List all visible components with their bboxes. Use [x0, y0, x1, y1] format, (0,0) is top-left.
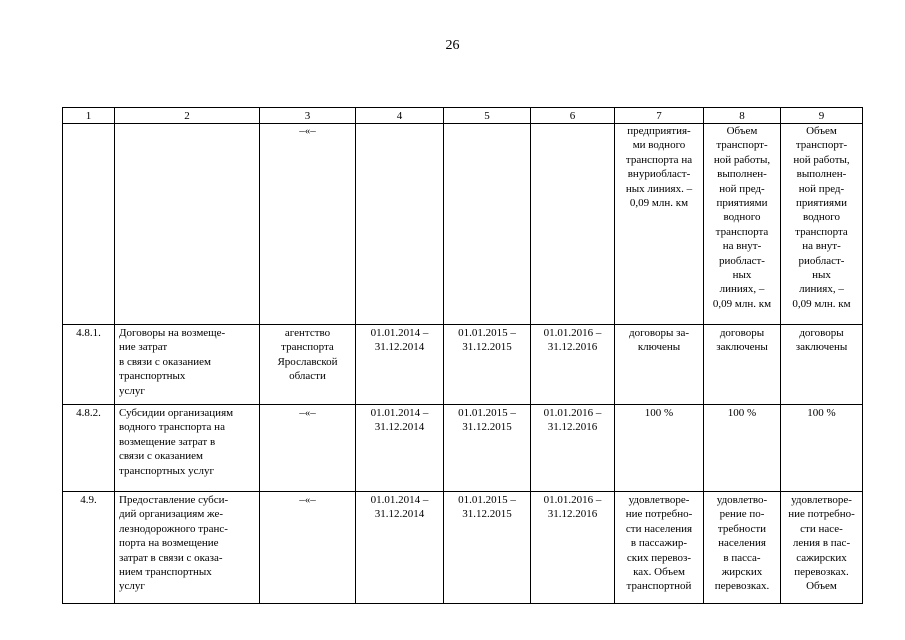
page-number: 26 [445, 38, 460, 53]
column-header-3: 3 [260, 108, 356, 124]
row-number-cell: 4.9. [63, 492, 115, 604]
table-row-4-8-1 [63, 325, 863, 405]
result-2014-cell: удовлетворе- ние потребно- сти населения в пассажир- ских перевоз- ках. Объем транспортной [615, 492, 704, 604]
result-2016-cell: Объем транспорт- ной работы, выполнен- ной пред- приятиями водного транспорта на внут- риобласт- ных линиях, – 0,09 млн. км [781, 124, 863, 325]
period-2016-cell: 01.01.2016 – 31.12.2016 [531, 492, 615, 604]
column-header-2: 2 [115, 108, 260, 124]
table-row-4-8-2 [63, 405, 863, 492]
period-2014-cell: 01.01.2014 – 31.12.2014 [356, 325, 444, 405]
table-row-continuation [63, 124, 863, 325]
document-table [62, 107, 863, 604]
executor-cell: –«– [260, 405, 356, 492]
period-2016-cell: 01.01.2016 – 31.12.2016 [531, 325, 615, 405]
period-2014-cell: 01.01.2014 – 31.12.2014 [356, 492, 444, 604]
executor-cell: –«– [260, 492, 356, 604]
result-2014-cell: предприятия- ми водного транспорта на внуриобласт- ных линиях. – 0,09 млн. км [615, 124, 704, 325]
result-2016-cell: удовлетворе- ние потребно- сти насе- ления в пас- сажирских перевозках. Объем [781, 492, 863, 604]
period-2015-cell [444, 124, 531, 325]
column-header-4: 4 [356, 108, 444, 124]
result-2014-cell: договоры за- ключены [615, 325, 704, 405]
table-row-4-9 [63, 492, 863, 604]
result-2016-cell: договоры заключены [781, 325, 863, 405]
column-header-1: 1 [63, 108, 115, 124]
period-2016-cell [531, 124, 615, 325]
executor-cell: агентство транспорта Ярославской области [260, 325, 356, 405]
measure-name-cell [115, 124, 260, 325]
column-header-8: 8 [704, 108, 781, 124]
executor-cell: –«– [260, 124, 356, 325]
period-2016-cell: 01.01.2016 – 31.12.2016 [531, 405, 615, 492]
period-2015-cell: 01.01.2015 – 31.12.2015 [444, 405, 531, 492]
period-2014-cell [356, 124, 444, 325]
result-2015-cell: договоры заключены [704, 325, 781, 405]
column-header-5: 5 [444, 108, 531, 124]
measure-name-cell: Договоры на возмеще- ние затрат в связи с оказанием транспортных услуг [115, 325, 260, 405]
result-2016-cell: 100 % [781, 405, 863, 492]
result-2015-cell: удовлетво- рение по- требности населения в пасса- жирских перевозках. [704, 492, 781, 604]
row-number-cell: 4.8.2. [63, 405, 115, 492]
period-2015-cell: 01.01.2015 – 31.12.2015 [444, 492, 531, 604]
column-header-7: 7 [615, 108, 704, 124]
result-2014-cell: 100 % [615, 405, 704, 492]
period-2014-cell: 01.01.2014 – 31.12.2014 [356, 405, 444, 492]
measure-name-cell: Предоставление субси- дий организациям же- лезнодорожного транс- порта на возмещение затрат в связи с оказа- нием транспортных услуг [115, 492, 260, 604]
result-2015-cell: Объем транспорт- ной работы, выполнен- ной пред- приятиями водного транспорта на внут- риобласт- ных линиях, – 0,09 млн. км [704, 124, 781, 325]
row-number-cell [63, 124, 115, 325]
measure-name-cell: Субсидии организациям водного транспорта на возмещение затрат в связи с оказанием транспортных услуг [115, 405, 260, 492]
period-2015-cell: 01.01.2015 – 31.12.2015 [444, 325, 531, 405]
column-header-9: 9 [781, 108, 863, 124]
row-number-cell: 4.8.1. [63, 325, 115, 405]
column-header-6: 6 [531, 108, 615, 124]
result-2015-cell: 100 % [704, 405, 781, 492]
header-row [63, 108, 863, 124]
